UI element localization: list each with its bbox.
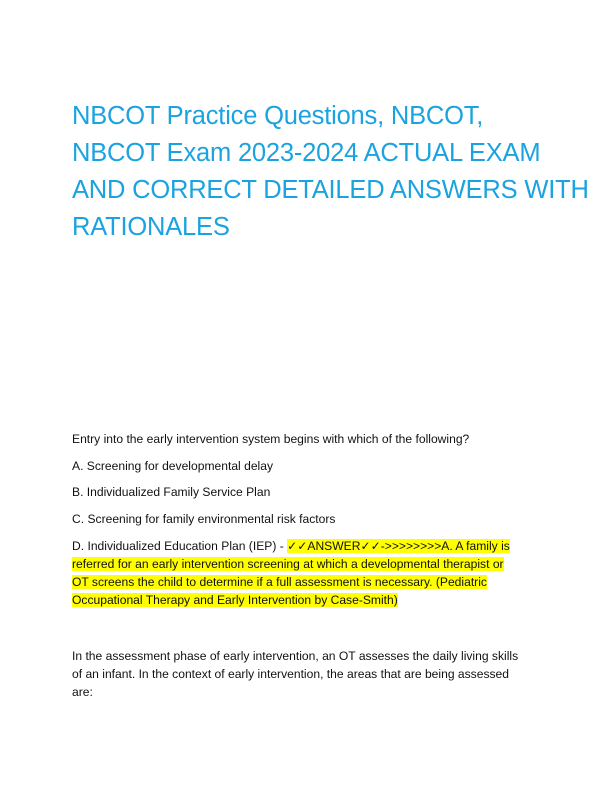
option-d-with-answer: [72, 537, 542, 609]
answer-highlight-4: Occupational Therapy and Early Intervention by Case-Smith): [72, 592, 398, 607]
title-line-4: RATIONALES: [72, 213, 230, 241]
option-a: A. Screening for developmental delay: [72, 458, 274, 473]
question-1: [72, 430, 542, 617]
title-line-3: AND CORRECT DETAILED ANSWERS WITH: [72, 176, 589, 204]
option-b: B. Individualized Family Service Plan: [72, 485, 271, 500]
question-2: [72, 647, 542, 710]
title-line-1: NBCOT Practice Questions, NBCOT,: [72, 102, 484, 130]
question-2-line-3: are:: [72, 685, 93, 699]
title-line-2: NBCOT Exam 2023-2024 ACTUAL EXAM: [72, 139, 541, 167]
option-c: C. Screening for family environmental risk factors: [72, 512, 336, 527]
answer-line-3: [72, 573, 542, 591]
option-d-line: [72, 537, 542, 555]
answer-line-2: [72, 555, 542, 573]
answer-highlight-2: referred for an early intervention screening at which a developmental therapist or: [72, 556, 504, 571]
answer-highlight-3: OT screens the child to determine if a full assessment is necessary. (Pediatric: [72, 574, 487, 589]
question-1-stem: Entry into the early intervention system begins with which of the following?: [72, 432, 470, 446]
question-2-line-1: In the assessment phase of early intervention, an OT assesses the daily living skills: [72, 649, 519, 663]
question-2-line-2: of an infant. In the context of early intervention, the areas that are being assessed: [72, 667, 509, 681]
answer-highlight-1: ✓✓ANSWER✓✓->>>>>>>>A. A family is: [287, 538, 510, 553]
option-d-label: D. Individualized Education Plan (IEP) -: [72, 538, 288, 553]
answer-line-4: [72, 591, 542, 609]
document-title: [72, 98, 589, 246]
question-2-stem: [72, 647, 542, 701]
